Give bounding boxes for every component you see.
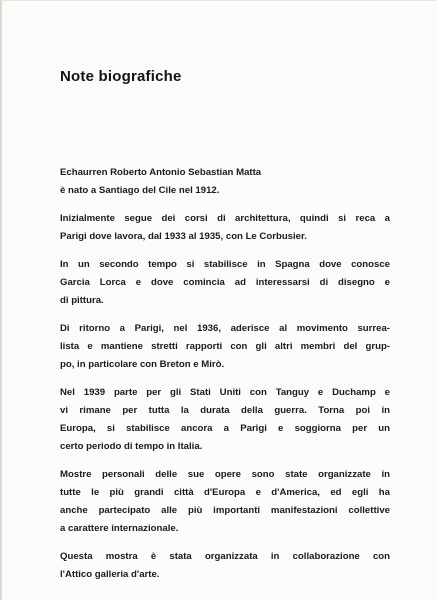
- text-line: anche partecipato alle più importanti manifestazioni collettive: [60, 505, 390, 516]
- text-line: Europa, si stabilisce ancora a Parigi e soggiorna per un: [60, 423, 390, 434]
- paragraph-birth: [60, 164, 390, 200]
- text-line: a carattere internazionale.: [60, 523, 179, 534]
- text-line: po, in particolare con Breton e Mirò.: [60, 359, 225, 370]
- page-title: Note biografiche: [60, 68, 182, 85]
- paragraph-united-states: [60, 384, 390, 456]
- paragraph-spain: [60, 256, 390, 310]
- text-line: Nel 1939 parte per gli Stati Uniti con Tanguy e Duchamp e: [60, 387, 390, 398]
- text-line: Di ritorno a Parigi, nel 1936, aderisce al movimento surrea-: [60, 323, 390, 334]
- text-line: vi rimane per tutta la durata della guerra. Torna poi in: [60, 405, 390, 416]
- text-line: tutte le più grandi città d'Europa e d'America, ed egli ha: [60, 487, 390, 498]
- text-line: di pittura.: [60, 295, 104, 306]
- text-line: In un secondo tempo si stabilisce in Spagna dove conosce: [60, 259, 390, 270]
- text-line: Inizialmente segue dei corsi di architettura, quindi si reca a: [60, 213, 390, 224]
- text-line: Garcia Lorca e dove comincia ad interessarsi di disegno e: [60, 277, 390, 288]
- paragraph-architecture: [60, 210, 390, 246]
- text-line: Questa mostra è stata organizzata in collaborazione con: [60, 551, 390, 562]
- text-line: lista e mantiene stretti rapporti con gli altri membri del grup-: [60, 341, 390, 352]
- text-line: certo periodo di tempo in Italia.: [60, 441, 203, 452]
- text-line: è nato a Santiago del Cile nel 1912.: [60, 185, 220, 196]
- text-line: Mostre personali delle sue opere sono state organizzate in: [60, 469, 390, 480]
- text-line: Parigi dove lavora, dal 1933 al 1935, con Le Corbusier.: [60, 231, 307, 242]
- text-line: Echaurren Roberto Antonio Sebastian Matta: [60, 167, 262, 178]
- paragraph-surrealism: [60, 320, 390, 374]
- paragraph-collaboration: [60, 548, 390, 584]
- biography-text: [60, 164, 390, 594]
- text-line: l'Attico galleria d'arte.: [60, 569, 160, 580]
- paragraph-exhibitions: [60, 466, 390, 538]
